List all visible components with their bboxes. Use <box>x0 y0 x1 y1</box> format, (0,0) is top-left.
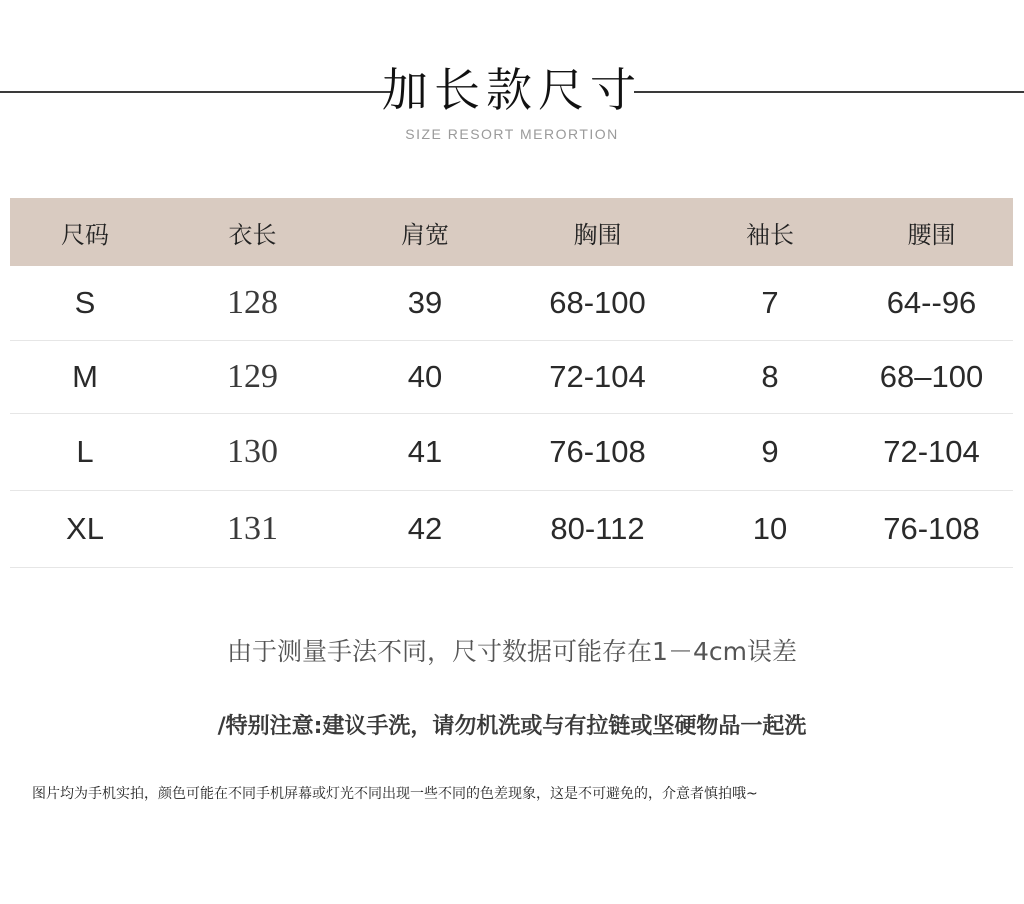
cell-size: L <box>10 414 160 491</box>
cell-chest: 68-100 <box>505 266 690 341</box>
measurement-note: 由于测量手法不同，尺寸数据可能存在1－4cm误差 <box>227 637 797 666</box>
column-header-sleeve: 袖长 <box>690 198 850 266</box>
column-header-length: 衣长 <box>160 198 345 266</box>
column-header-chest: 胸围 <box>505 198 690 266</box>
cell-sleeve: 10 <box>690 491 850 568</box>
cell-length: 129 <box>160 341 345 414</box>
cell-waist: 72-104 <box>850 414 1013 491</box>
cell-waist: 64--96 <box>850 266 1013 341</box>
cell-size: S <box>10 266 160 341</box>
cell-shoulder: 42 <box>345 491 505 568</box>
table-row <box>10 341 1013 414</box>
table-header-row <box>10 198 1013 266</box>
cell-chest: 72-104 <box>505 341 690 414</box>
cell-sleeve: 8 <box>690 341 850 414</box>
care-note: /特别注意:建议手洗，请勿机洗或与有拉链或坚硬物品一起洗 <box>217 714 807 739</box>
cell-waist: 76-108 <box>850 491 1013 568</box>
column-header-size: 尺码 <box>10 198 160 266</box>
cell-chest: 80-112 <box>505 491 690 568</box>
cell-shoulder: 40 <box>345 341 505 414</box>
table-row <box>10 266 1013 341</box>
cell-length: 131 <box>160 491 345 568</box>
cell-sleeve: 7 <box>690 266 850 341</box>
size-table <box>10 198 1013 568</box>
table-row <box>10 414 1013 491</box>
table-row <box>10 491 1013 568</box>
cell-size: XL <box>10 491 160 568</box>
cell-waist: 68–100 <box>850 341 1013 414</box>
cell-sleeve: 9 <box>690 414 850 491</box>
cell-chest: 76-108 <box>505 414 690 491</box>
cell-length: 128 <box>160 266 345 341</box>
title-rule-right <box>634 91 1024 93</box>
page-title: 加长款尺寸 <box>382 63 642 117</box>
title-rule-left <box>0 91 392 93</box>
cell-length: 130 <box>160 414 345 491</box>
cell-shoulder: 41 <box>345 414 505 491</box>
column-header-waist: 腰围 <box>850 198 1013 266</box>
cell-shoulder: 39 <box>345 266 505 341</box>
column-header-shoulder: 肩宽 <box>345 198 505 266</box>
page-subtitle: SIZE RESORT MERORTION <box>405 126 619 142</box>
color-disclaimer: 图片均为手机实拍，颜色可能在不同手机屏幕或灯光不同出现一些不同的色差现象，这是不可避免的，介意者慎拍哦~ <box>32 786 758 802</box>
cell-size: M <box>10 341 160 414</box>
